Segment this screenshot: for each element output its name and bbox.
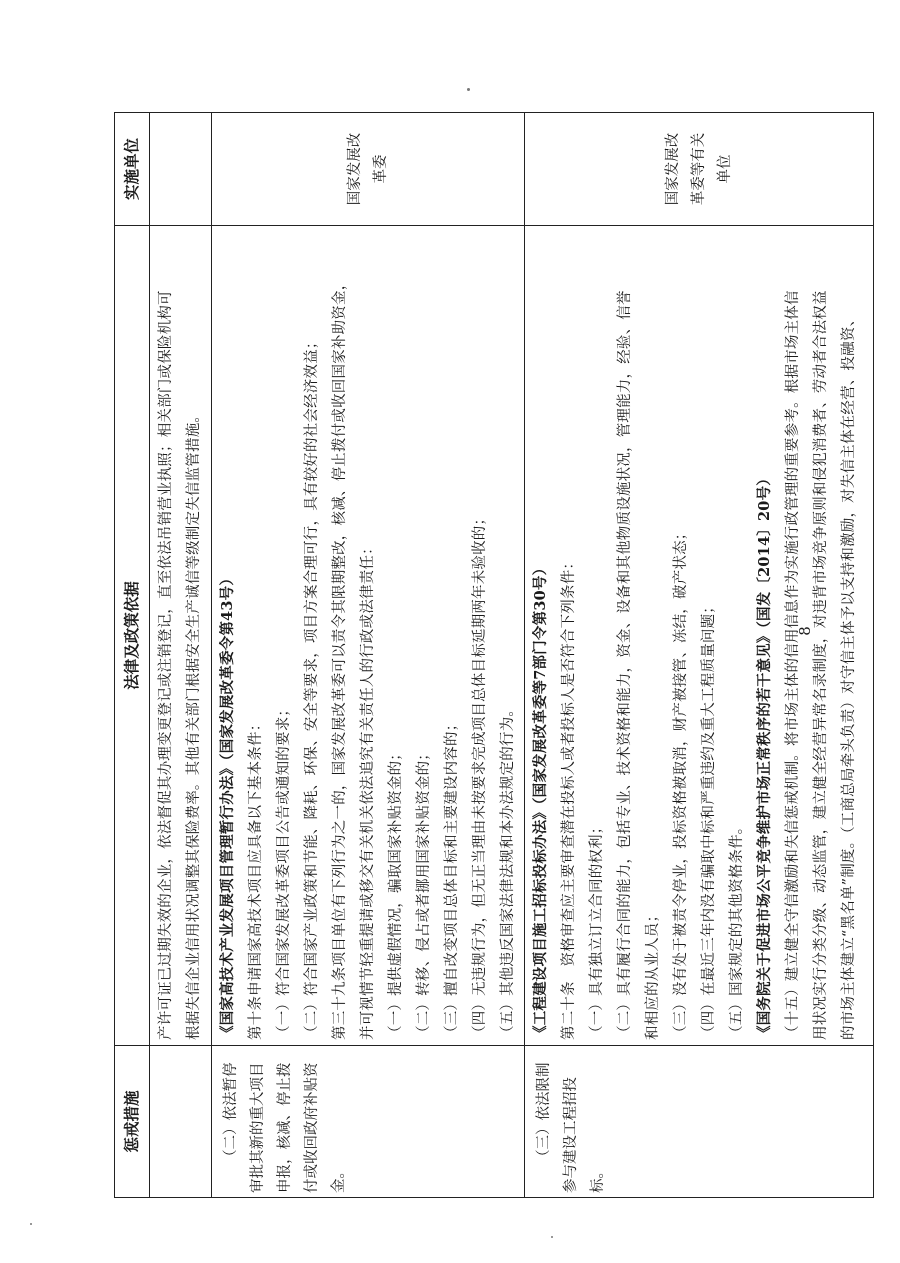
- header-basis: 法律及政策依据: [115, 226, 150, 1046]
- basis-line: （十五）建立健全守信激励和失信惩戒机制。将市场主体的信用信息作为实施行政管理的重要参考。根据市场主体信: [785, 290, 801, 1040]
- basis-line: （一）提供虚假情况，骗取国家补贴资金的；: [388, 746, 404, 1040]
- table-row: [150, 113, 212, 1198]
- basis-line: （一）具有独立订立合同的权利；: [589, 819, 605, 1040]
- basis-line: 根据失信企业信用状况调整其保险费率。其他有关部门根据安全生产诚信等级制定失信监管措施。: [186, 407, 202, 1040]
- measure-cell: [212, 1046, 525, 1198]
- measure-text: （二）依法暂停审批其新的重大项目申报，核减、停止拨付或收回政府补贴资金。: [223, 1062, 347, 1193]
- header-measures: 惩戒措施: [115, 1046, 150, 1198]
- basis-line: 和相应的从业人员；: [645, 907, 661, 1040]
- measure-cell: [525, 1046, 874, 1198]
- basis-line: 第二十条 资格审查应主要审查潜在投标人或者投标人是否符合下列条件：: [561, 554, 577, 1040]
- basis-line: （五）其他违反国家法律法规和本办法规定的行为。: [500, 701, 516, 1040]
- basis-line: （二）符合国家产业政策和节能、降耗、环保、安全等要求，项目方案合理可行，具有较好的社会经济效益；: [304, 334, 320, 1040]
- basis-line: （四）在最近三年内没有骗取中标和严重违约及重大工程质量问题；: [701, 599, 717, 1040]
- basis-line: 产许可证已过期失效的企业，依法督促其办理变更登记或注销登记，直至依法吊销营业执照；相关部门或保险机构可: [158, 290, 174, 1040]
- basis-line: 的市场主体建立“黑名单”制度。（工商总局牵头负责）对守信主体予以支持和激励，对失信主体在经营、投融资、: [841, 311, 857, 1040]
- rotated-page: [114, 113, 874, 1198]
- measure-text: （三）依法限制参与建设工程招投标。: [536, 1062, 606, 1193]
- basis-line: （五）国家规定的其他资格条件。: [729, 819, 745, 1040]
- basis-line: 并可视情节轻重提请或移交有关机关依法追究有关责任人的行政或法律责任：: [360, 540, 376, 1040]
- basis-line: （二）转移、侵占或者挪用国家补贴资金的；: [416, 746, 432, 1040]
- unit-cell: 国家发展改革委等有关单位: [525, 113, 874, 226]
- table-header-row: [115, 113, 150, 1198]
- basis-line: （一）符合国家发展改革委项目公告或通知的要求；: [276, 701, 292, 1040]
- header-unit: 实施单位: [115, 113, 150, 226]
- basis-line: 《国家高技术产业发展项目管理暂行办法》（国家发展改革委令第43号）: [219, 570, 236, 1040]
- basis-cell: [525, 226, 874, 1046]
- basis-line: 第十条申请国家高技术项目应具备以下基本条件：: [248, 716, 264, 1040]
- table-row: [212, 113, 525, 1198]
- basis-cell: [150, 226, 212, 1046]
- basis-line: （二）具有履行合同的能力，包括专业、技术资格和能力，资金、设备和其他物质设施状况，管理能力，经验、信誉: [617, 290, 633, 1040]
- basis-line: 《国务院关于促进市场公平竞争维护市场正常秩序的若干意见》（国发〔2014〕20号）: [756, 471, 773, 1040]
- basis-line: （三）擅自改变项目总体目标和主要建设内容的；: [444, 716, 460, 1040]
- scan-speck: [30, 1223, 32, 1225]
- basis-line: （四）无违规行为，但无正当理由未按要求完成项目总体目标延期两年未验收的；: [472, 510, 488, 1040]
- basis-line: 第三十九条项目单位有下列行为之一的，国家发展改革委可以责令其限期整改，核减、停止拨付或收回国家补助资金，: [332, 275, 348, 1040]
- table-row: [525, 113, 874, 1198]
- scan-speck: [467, 88, 470, 91]
- unit-cell: 国家发展改革委: [212, 113, 525, 226]
- measure-cell: [150, 1046, 212, 1198]
- scan-speck: [551, 1236, 553, 1238]
- basis-cell: [212, 226, 525, 1046]
- unit-cell: [150, 113, 212, 226]
- credit-penalty-table: [114, 112, 874, 1198]
- page-number: 8: [795, 626, 814, 636]
- basis-line: （三）没有处于被责令停业，投标资格被取消，财产被接管、冻结，破产状态；: [673, 525, 689, 1040]
- basis-line: 《工程建设项目施工招标投标办法》（国家发展改革委等7部门令第30号）: [532, 560, 549, 1040]
- basis-line: 用状况实行分类分级、动态监管，建立健全经营异常名录制度，对违背市场竞争原则和侵犯消费者、劳动者合法权益: [813, 290, 829, 1040]
